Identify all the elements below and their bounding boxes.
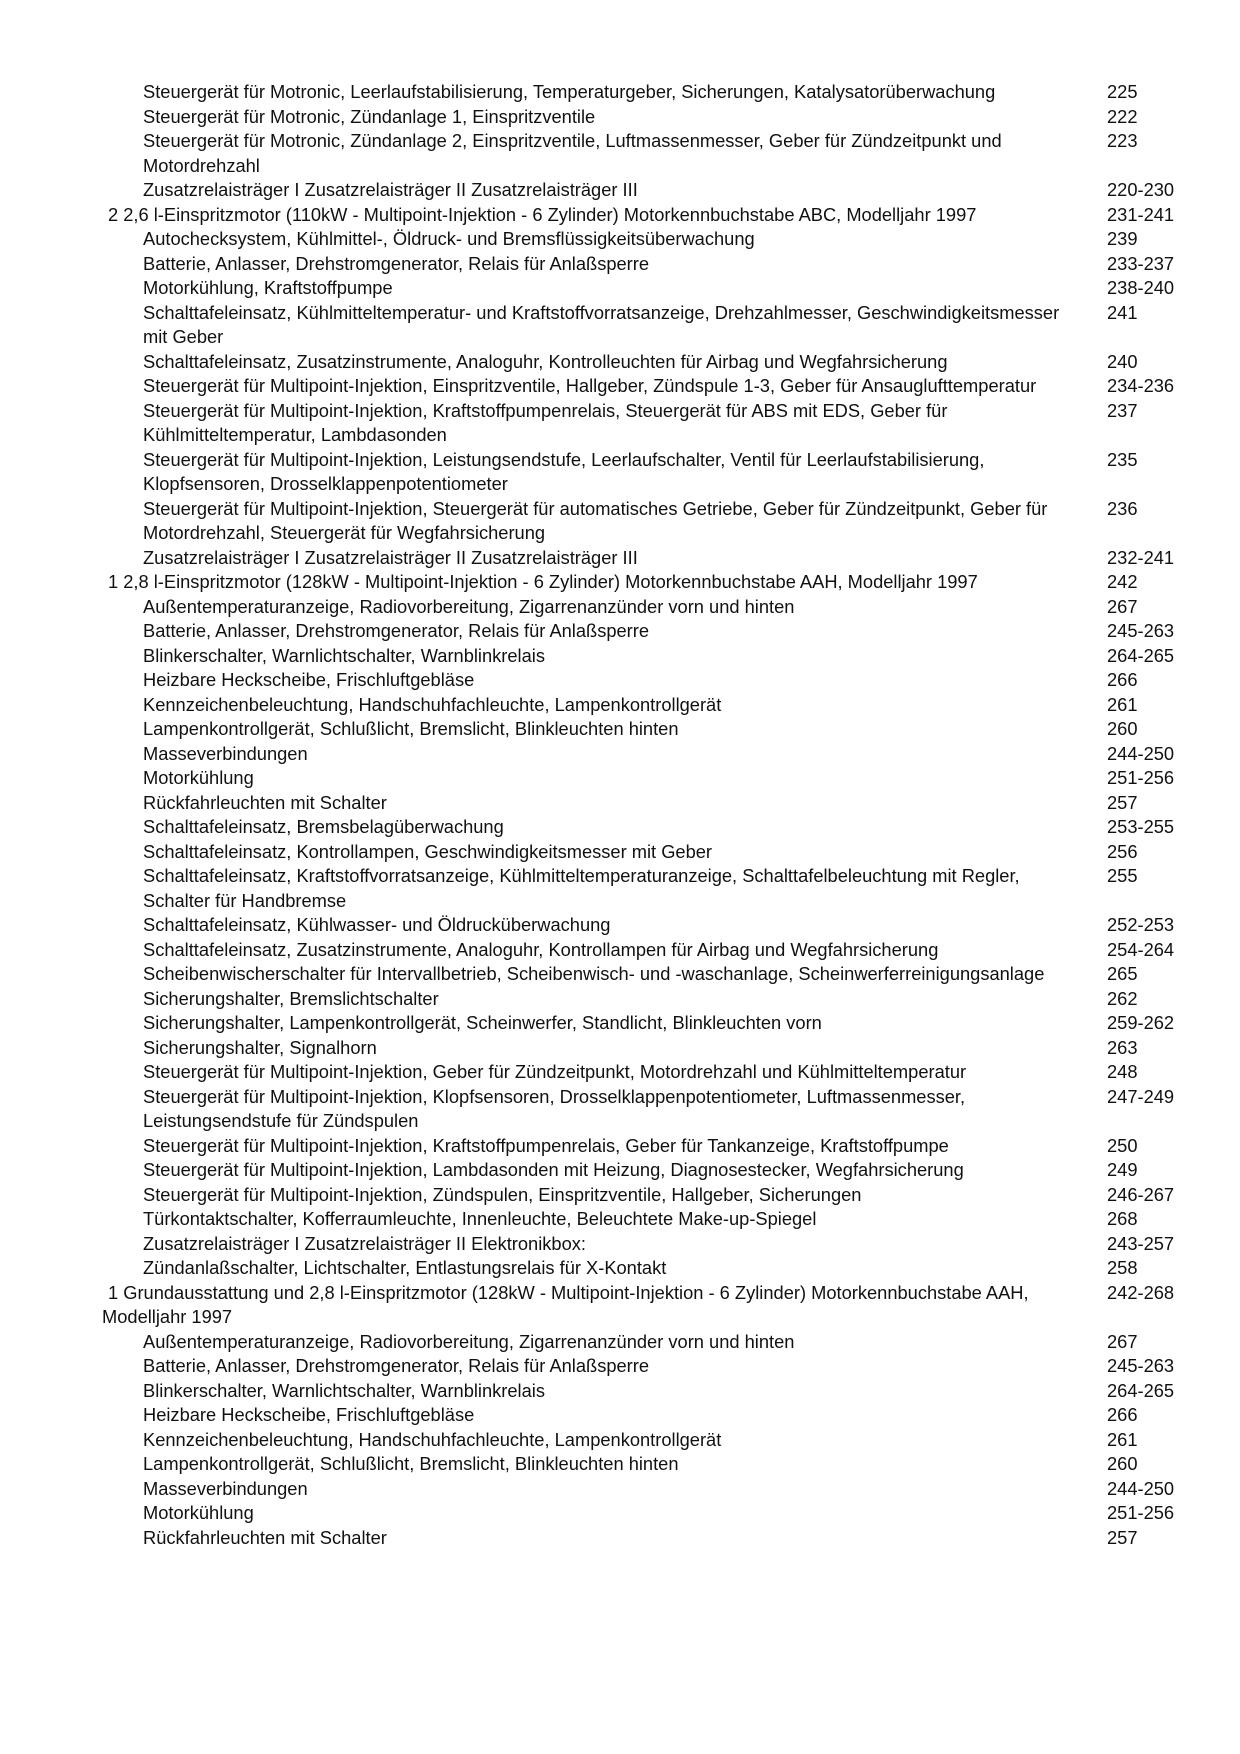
toc-entry-pages: 238-240 [1107, 277, 1175, 298]
toc-entry[interactable] [0, 742, 1240, 767]
toc-entry-title: Zusatzrelaisträger I Zusatzrelaisträger II Elektronikbox: [143, 1232, 586, 1254]
toc-entry-title: Steuergerät für Motronic, Leerlaufstabilisierung, Temperaturgeber, Sicherungen, Katalysatorüberwachung [143, 81, 996, 102]
toc-entry-pages: 266 [1107, 669, 1138, 690]
toc-entry-title: Batterie, Anlasser, Drehstromgenerator, Relais für Anlaßsperre [143, 1355, 650, 1376]
toc-entry-pages: 245-263 [1107, 1355, 1175, 1376]
toc-section-entry[interactable] [0, 570, 1240, 595]
toc-entry-pages: 251-256 [1107, 1502, 1175, 1523]
toc-entry-pages: 260 [1107, 1453, 1138, 1474]
toc-entry-title: Heizbare Heckscheibe, Frischluftgebläse [143, 669, 475, 690]
toc-entry-pages: 264-265 [1107, 644, 1175, 666]
toc-entry-pages: 268 [1107, 1208, 1138, 1229]
toc-entry-title: Kennzeichenbeleuchtung, Handschuhfachleuchte, Lampenkontrollgerät [143, 693, 722, 715]
toc-entry-pages: 257 [1107, 791, 1138, 813]
toc-entry[interactable] [0, 1085, 1240, 1134]
toc-entry-pages: 265 [1107, 963, 1138, 984]
toc-entry-title: Steuergerät für Multipoint-Injektion, Leistungsendstufe, Leerlaufschalter, Ventil für Leerlaufstabilisierung, Klopfsensoren, Drosselklappenpotentiometer [143, 448, 990, 494]
toc-entry[interactable] [0, 227, 1240, 252]
toc-entry[interactable] [0, 1060, 1240, 1085]
toc-entry[interactable] [0, 1501, 1240, 1526]
toc-entry-title: Kennzeichenbeleuchtung, Handschuhfachleuchte, Lampenkontrollgerät [143, 1428, 722, 1450]
toc-entry[interactable] [0, 1183, 1240, 1208]
toc-entry-pages: 246-267 [1107, 1183, 1175, 1205]
toc-entry-title: 1 Grundausstattung und 2,8 l-Einspritzmotor (128kW - Multipoint-Injektion - 6 Zylinder) Motorkennbuchstabe AAH, Modelljahr 1997 [102, 1281, 1034, 1327]
toc-entry-pages: 236 [1107, 497, 1138, 519]
toc-section-entry[interactable] [0, 1281, 1240, 1330]
toc-entry[interactable] [0, 791, 1240, 816]
toc-entry-pages: 241 [1107, 301, 1138, 323]
toc-entry-title: Batterie, Anlasser, Drehstromgenerator, Relais für Anlaßsperre [143, 252, 650, 274]
toc-entry[interactable] [0, 1477, 1240, 1502]
toc-entry-title: Motorkühlung [143, 1502, 254, 1523]
toc-entry-title: Sicherungshalter, Signalhorn [143, 1036, 377, 1058]
toc-entry-pages: 267 [1107, 1330, 1138, 1352]
toc-entry-pages: 248 [1107, 1061, 1138, 1082]
toc-entry-title: Schalttafeleinsatz, Bremsbelagüberwachung [143, 816, 504, 837]
toc-entry-pages: 263 [1107, 1036, 1138, 1058]
toc-entry-pages: 242 [1107, 571, 1138, 592]
toc-entry-pages: 244-250 [1107, 742, 1175, 764]
toc-entry[interactable] [0, 595, 1240, 620]
toc-entry-pages: 249 [1107, 1159, 1138, 1180]
toc-entry-title: Masseverbindungen [143, 1477, 308, 1499]
toc-entry-title: Sicherungshalter, Lampenkontrollgerät, Scheinwerfer, Standlicht, Blinkleuchten vorn [143, 1012, 822, 1033]
toc-entry[interactable] [0, 1207, 1240, 1232]
toc-entry[interactable] [0, 301, 1240, 350]
toc-entry-title: Schalttafeleinsatz, Kühlmitteltemperatur- und Kraftstoffvorratsanzeige, Drehzahlmesser, Geschwindigkeitsmesser mit Geber [143, 301, 1065, 347]
toc-entry-pages: 261 [1107, 693, 1138, 715]
toc-entry[interactable] [0, 619, 1240, 644]
toc-entry-title: Blinkerschalter, Warnlichtschalter, Warnblinkrelais [143, 1379, 545, 1401]
toc-entry[interactable] [0, 1330, 1240, 1355]
toc-entry[interactable] [0, 252, 1240, 277]
toc-entry[interactable] [0, 864, 1240, 913]
toc-entry-title: Schalttafeleinsatz, Zusatzinstrumente, Analoguhr, Kontrolleuchten für Airbag und Wegfahrsicherung [143, 350, 948, 372]
toc-entry-title: 1 2,8 l-Einspritzmotor (128kW - Multipoint-Injektion - 6 Zylinder) Motorkennbuchstabe AAH, Modelljahr 1997 [108, 571, 978, 592]
toc-entry[interactable] [0, 1158, 1240, 1183]
toc-entry[interactable] [0, 1232, 1240, 1257]
toc-entry-title: Steuergerät für Multipoint-Injektion, Steuergerät für automatisches Getriebe, Geber für Zündzeitpunkt, Geber für Motordrehzahl, Steuergerät für Wegfahrsicherung [143, 497, 1053, 543]
toc-entry[interactable] [0, 374, 1240, 399]
toc-entry[interactable] [0, 693, 1240, 718]
toc-entry-title: Zusatzrelaisträger I Zusatzrelaisträger II Zusatzrelaisträger III [143, 546, 638, 568]
toc-entry[interactable] [0, 815, 1240, 840]
toc-entry[interactable] [0, 1403, 1240, 1428]
toc-entry-pages: 254-264 [1107, 938, 1175, 960]
toc-entry[interactable] [0, 105, 1240, 130]
toc-entry-pages: 240 [1107, 350, 1138, 372]
toc-entry[interactable] [0, 1036, 1240, 1061]
toc-entry[interactable] [0, 962, 1240, 987]
toc-entry-pages: 264-265 [1107, 1379, 1175, 1401]
toc-entry-title: Steuergerät für Multipoint-Injektion, Kraftstoffpumpenrelais, Geber für Tankanzeige, Kraftstoffpumpe [143, 1134, 949, 1156]
toc-entry-pages: 253-255 [1107, 816, 1175, 837]
toc-entry-pages: 245-263 [1107, 620, 1175, 641]
toc-entry[interactable] [0, 178, 1240, 203]
toc-entry-title: Steuergerät für Motronic, Zündanlage 2, Einspritzventile, Luftmassenmesser, Geber für Zündzeitpunkt und Motordrehzahl [143, 130, 1007, 176]
toc-entry-title: Steuergerät für Motronic, Zündanlage 1, Einspritzventile [143, 105, 596, 127]
toc-entry-pages: 242-268 [1107, 1281, 1175, 1303]
toc-entry-pages: 237 [1107, 399, 1138, 421]
toc-entry-title: Steuergerät für Multipoint-Injektion, Lambdasonden mit Heizung, Diagnosestecker, Wegfahrsicherung [143, 1159, 964, 1180]
toc-entry-pages: 258 [1107, 1257, 1138, 1278]
toc-entry-title: Steuergerät für Multipoint-Injektion, Einspritzventile, Hallgeber, Zündspule 1-3, Geber für Ansauglufttemperatur [143, 375, 1037, 396]
toc-entry-title: Batterie, Anlasser, Drehstromgenerator, Relais für Anlaßsperre [143, 620, 650, 641]
toc-entry-pages: 233-237 [1107, 252, 1175, 274]
toc-entry[interactable] [0, 644, 1240, 669]
toc-entry-pages: 243-257 [1107, 1232, 1175, 1254]
toc-entry[interactable] [0, 350, 1240, 375]
toc-entry[interactable] [0, 938, 1240, 963]
toc-entry-pages: 247-249 [1107, 1085, 1175, 1107]
toc-entry-title: Rückfahrleuchten mit Schalter [143, 1526, 387, 1548]
toc-entry-title: Scheibenwischerschalter für Intervallbetrieb, Scheibenwisch- und -waschanlage, Scheinwerferreinigungsanlage [143, 963, 1045, 984]
toc-entry-pages: 252-253 [1107, 914, 1175, 935]
toc-entry-pages: 231-241 [1107, 203, 1175, 225]
toc-entry[interactable] [0, 1379, 1240, 1404]
toc-entry-pages: 262 [1107, 987, 1138, 1009]
toc-entry-title: Außentemperaturanzeige, Radiovorbereitung, Zigarrenanzünder vorn und hinten [143, 1330, 795, 1352]
toc-entry-title: Lampenkontrollgerät, Schlußlicht, Bremslicht, Blinkleuchten hinten [143, 718, 679, 739]
toc-entry-title: Sicherungshalter, Bremslichtschalter [143, 987, 439, 1009]
toc-entry-title: Schalttafeleinsatz, Kühlwasser- und Öldrucküberwachung [143, 914, 611, 935]
toc-entry[interactable] [0, 717, 1240, 742]
toc-entry-title: Blinkerschalter, Warnlichtschalter, Warnblinkrelais [143, 644, 545, 666]
toc-entry-pages: 225 [1107, 81, 1138, 102]
toc-entry-pages: 223 [1107, 130, 1138, 151]
toc-entry[interactable] [0, 276, 1240, 301]
table-of-contents [0, 80, 1240, 1550]
toc-entry-title: Lampenkontrollgerät, Schlußlicht, Bremslicht, Blinkleuchten hinten [143, 1453, 679, 1474]
toc-entry-pages: 232-241 [1107, 546, 1175, 568]
toc-entry-title: Steuergerät für Multipoint-Injektion, Kraftstoffpumpenrelais, Steuergerät für ABS mit EDS, Geber für Kühlmitteltemperatur, Lambdasonden [143, 399, 953, 445]
toc-entry-title: Schalttafeleinsatz, Kraftstoffvorratsanzeige, Kühlmitteltemperaturanzeige, Schalttafelbeleuchtung mit Regler, Schalter für Handbremse [143, 865, 1025, 911]
toc-entry-title: Zusatzrelaisträger I Zusatzrelaisträger II Zusatzrelaisträger III [143, 179, 638, 200]
toc-entry-pages: 267 [1107, 595, 1138, 617]
toc-entry-pages: 260 [1107, 718, 1138, 739]
toc-entry-title: Masseverbindungen [143, 742, 308, 764]
toc-entry[interactable] [0, 1428, 1240, 1453]
toc-entry-pages: 251-256 [1107, 767, 1175, 788]
toc-entry-title: Autochecksystem, Kühlmittel-, Öldruck- und Bremsflüssigkeitsüberwachung [143, 228, 755, 249]
toc-entry-pages: 256 [1107, 840, 1138, 862]
toc-entry-title: Steuergerät für Multipoint-Injektion, Zündspulen, Einspritzventile, Hallgeber, Sicherungen [143, 1183, 862, 1205]
toc-entry-pages: 222 [1107, 105, 1138, 127]
toc-entry[interactable] [0, 129, 1240, 178]
toc-entry[interactable] [0, 1256, 1240, 1281]
toc-entry[interactable] [0, 1452, 1240, 1477]
toc-entry[interactable] [0, 1354, 1240, 1379]
toc-entry[interactable] [0, 987, 1240, 1012]
toc-entry-pages: 239 [1107, 228, 1138, 249]
toc-entry[interactable] [0, 668, 1240, 693]
toc-entry-title: Außentemperaturanzeige, Radiovorbereitung, Zigarrenanzünder vorn und hinten [143, 595, 795, 617]
toc-entry-title: Motorkühlung [143, 767, 254, 788]
toc-entry[interactable] [0, 840, 1240, 865]
toc-entry[interactable] [0, 546, 1240, 571]
toc-entry-title: Schalttafeleinsatz, Kontrollampen, Geschwindigkeitsmesser mit Geber [143, 840, 713, 862]
toc-entry[interactable] [0, 399, 1240, 448]
toc-entry-title: Schalttafeleinsatz, Zusatzinstrumente, Analoguhr, Kontrollampen für Airbag und Wegfahrsicherung [143, 938, 939, 960]
toc-entry[interactable] [0, 1134, 1240, 1159]
toc-entry-title: Steuergerät für Multipoint-Injektion, Klopfsensoren, Drosselklappenpotentiometer, Luftmassenmesser, Leistungsendstufe für Zündspulen [143, 1085, 971, 1131]
toc-entry-title: Türkontaktschalter, Kofferraumleuchte, Innenleuchte, Beleuchtete Make-up-Spiegel [143, 1208, 817, 1229]
toc-entry[interactable] [0, 497, 1240, 546]
toc-entry-title: Steuergerät für Multipoint-Injektion, Geber für Zündzeitpunkt, Motordrehzahl und Kühlmitteltemperatur [143, 1061, 967, 1082]
toc-entry-pages: 244-250 [1107, 1477, 1175, 1499]
toc-entry-pages: 234-236 [1107, 375, 1175, 396]
toc-entry-pages: 266 [1107, 1404, 1138, 1425]
toc-section-entry[interactable] [0, 203, 1240, 228]
toc-entry-pages: 250 [1107, 1134, 1138, 1156]
toc-entry[interactable] [0, 913, 1240, 938]
toc-entry-title: 2 2,6 l-Einspritzmotor (110kW - Multipoint-Injektion - 6 Zylinder) Motorkennbuchstabe ABC, Modelljahr 1997 [108, 203, 977, 225]
toc-entry-pages: 235 [1107, 448, 1138, 470]
toc-entry[interactable] [0, 80, 1240, 105]
toc-entry-pages: 220-230 [1107, 179, 1175, 200]
toc-entry-title: Zündanlaßschalter, Lichtschalter, Entlastungsrelais für X-Kontakt [143, 1257, 667, 1278]
toc-entry[interactable] [0, 448, 1240, 497]
toc-entry-pages: 257 [1107, 1526, 1138, 1548]
toc-entry-title: Motorkühlung, Kraftstoffpumpe [143, 277, 393, 298]
toc-entry-title: Heizbare Heckscheibe, Frischluftgebläse [143, 1404, 475, 1425]
toc-entry[interactable] [0, 1526, 1240, 1551]
toc-entry[interactable] [0, 766, 1240, 791]
toc-entry[interactable] [0, 1011, 1240, 1036]
toc-entry-pages: 261 [1107, 1428, 1138, 1450]
toc-entry-pages: 259-262 [1107, 1012, 1175, 1033]
toc-entry-title: Rückfahrleuchten mit Schalter [143, 791, 387, 813]
toc-entry-pages: 255 [1107, 865, 1138, 886]
